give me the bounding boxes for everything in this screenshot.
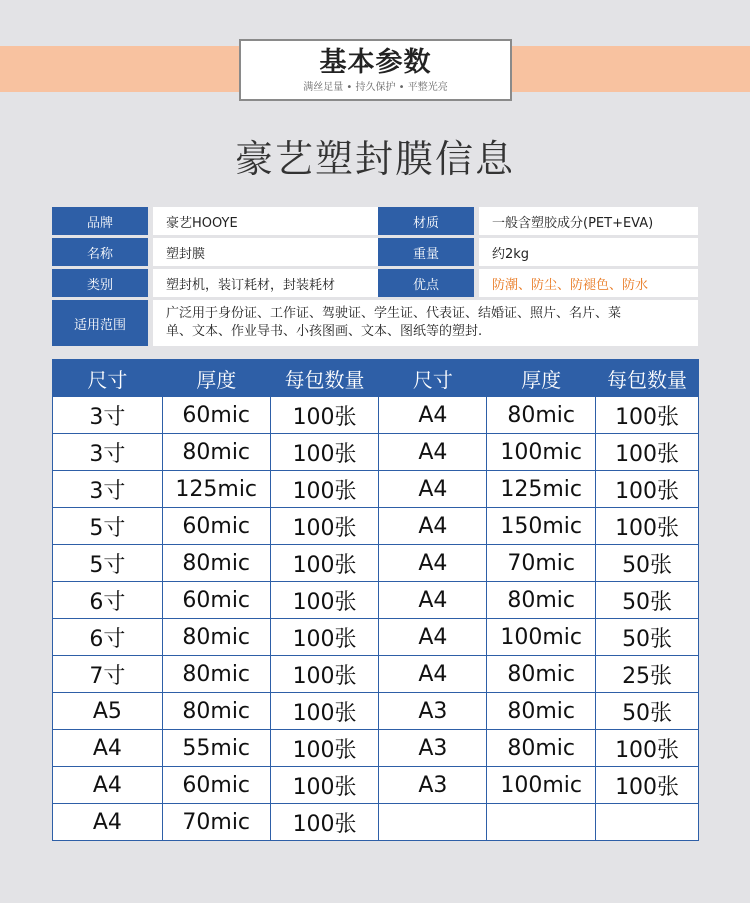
table-row (53, 619, 699, 656)
cell-size: A4 (379, 508, 487, 545)
cell-size: A5 (53, 693, 163, 730)
cell-thickness: 80mic (487, 397, 596, 434)
cell-size: A4 (379, 471, 487, 508)
cell-thickness: 100mic (487, 767, 596, 804)
cell-thickness: 55mic (162, 730, 270, 767)
cell-quantity: 100张 (270, 730, 379, 767)
cell-thickness: 80mic (162, 693, 270, 730)
header-quantity: 每包数量 (596, 360, 699, 397)
cell-size: A4 (379, 397, 487, 434)
cell-size: A3 (379, 730, 487, 767)
cell-thickness: 60mic (162, 582, 270, 619)
cell-thickness: 80mic (162, 545, 270, 582)
cell-size: A4 (53, 767, 163, 804)
cell-thickness: 80mic (487, 582, 596, 619)
spec-table (52, 359, 699, 841)
cell-quantity: 100张 (270, 804, 379, 841)
info-value: 约2kg (479, 238, 698, 266)
info-value: 一般含塑胶成分(PET+EVA) (479, 207, 698, 235)
cell-quantity: 100张 (596, 434, 699, 471)
cell-size: A4 (53, 804, 163, 841)
cell-size: 3寸 (53, 397, 163, 434)
cell-size: A4 (379, 656, 487, 693)
section-title-box (239, 39, 512, 101)
cell-quantity: 100张 (596, 471, 699, 508)
cell-quantity: 100张 (270, 508, 379, 545)
info-row (52, 207, 698, 235)
cell-quantity: 100张 (270, 656, 379, 693)
table-row (53, 397, 699, 434)
table-row (53, 582, 699, 619)
cell-quantity: 100张 (270, 619, 379, 656)
table-row (53, 804, 699, 841)
cell-quantity: 50张 (596, 545, 699, 582)
cell-quantity: 100张 (270, 767, 379, 804)
cell-quantity: 50张 (596, 693, 699, 730)
info-heading: 豪艺塑封膜信息 (234, 137, 515, 181)
cell-thickness: 80mic (487, 693, 596, 730)
cell-thickness: 150mic (487, 508, 596, 545)
table-row (53, 471, 699, 508)
usage-row (52, 300, 698, 346)
spec-table-body (53, 397, 699, 841)
spec-header-row (53, 360, 699, 397)
info-value: 塑封机，装订耗材，封装耗材 (153, 269, 423, 297)
cell-quantity: 100张 (270, 582, 379, 619)
info-label: 名称 (52, 238, 148, 266)
cell-thickness: 80mic (162, 619, 270, 656)
cell-thickness (487, 804, 596, 841)
cell-size: 6寸 (53, 582, 163, 619)
cell-thickness: 60mic (162, 767, 270, 804)
cell-size (379, 804, 487, 841)
usage-value-cell (153, 300, 698, 346)
cell-size: A4 (379, 619, 487, 656)
cell-size: 7寸 (53, 656, 163, 693)
cell-quantity: 100张 (270, 545, 379, 582)
table-row (53, 508, 699, 545)
table-row (53, 730, 699, 767)
cell-quantity: 100张 (596, 508, 699, 545)
cell-quantity: 100张 (270, 397, 379, 434)
cell-quantity: 100张 (596, 397, 699, 434)
header-thickness: 厚度 (162, 360, 270, 397)
info-row (52, 238, 698, 266)
section-title: 基本参数 (319, 47, 432, 78)
table-row (53, 767, 699, 804)
cell-size: A4 (379, 434, 487, 471)
cell-thickness: 60mic (162, 397, 270, 434)
cell-quantity: 100张 (596, 767, 699, 804)
table-row (53, 693, 699, 730)
table-row (53, 434, 699, 471)
cell-thickness: 80mic (487, 730, 596, 767)
cell-quantity: 100张 (270, 693, 379, 730)
header-size: 尺寸 (379, 360, 487, 397)
cell-size: 6寸 (53, 619, 163, 656)
table-row (53, 656, 699, 693)
cell-quantity: 25张 (596, 656, 699, 693)
cell-thickness: 80mic (162, 656, 270, 693)
cell-thickness: 125mic (487, 471, 596, 508)
cell-size: 3寸 (53, 434, 163, 471)
header-thickness: 厚度 (487, 360, 596, 397)
usage-label: 适用范围 (52, 300, 148, 346)
cell-quantity: 100张 (270, 434, 379, 471)
cell-size: A3 (379, 767, 487, 804)
cell-thickness: 80mic (487, 656, 596, 693)
cell-size: 3寸 (53, 471, 163, 508)
cell-thickness: 100mic (487, 619, 596, 656)
info-label: 品牌 (52, 207, 148, 235)
table-row (53, 545, 699, 582)
cell-quantity: 50张 (596, 619, 699, 656)
cell-thickness: 70mic (162, 804, 270, 841)
cell-size: A4 (379, 545, 487, 582)
cell-size: A3 (379, 693, 487, 730)
cell-quantity: 50张 (596, 582, 699, 619)
cell-quantity (596, 804, 699, 841)
info-label: 类别 (52, 269, 148, 297)
cell-thickness: 125mic (162, 471, 270, 508)
section-subtitle: 满丝足量 • 持久保护 • 平整光亮 (303, 82, 448, 93)
usage-value: 广泛用于身份证、工作证、驾驶证、学生证、代表证、结婚证、照片、名片、菜单、文本、作业导书、小孩图画、文本、图纸等的塑封. (166, 306, 622, 339)
info-label: 材质 (378, 207, 474, 235)
cell-size: 5寸 (53, 508, 163, 545)
cell-thickness: 100mic (487, 434, 596, 471)
advantages-value: 防潮、防尘、防褪色、防水 (479, 269, 698, 297)
info-value: 塑封膜 (153, 238, 423, 266)
info-label: 重量 (378, 238, 474, 266)
cell-size: 5寸 (53, 545, 163, 582)
info-row (52, 269, 698, 297)
cell-thickness: 80mic (162, 434, 270, 471)
header-size: 尺寸 (53, 360, 163, 397)
cell-quantity: 100张 (596, 730, 699, 767)
cell-thickness: 60mic (162, 508, 270, 545)
header-quantity: 每包数量 (270, 360, 379, 397)
info-label: 优点 (378, 269, 474, 297)
info-value: 豪艺HOOYE (153, 207, 423, 235)
cell-thickness: 70mic (487, 545, 596, 582)
cell-size: A4 (379, 582, 487, 619)
cell-size: A4 (53, 730, 163, 767)
cell-quantity: 100张 (270, 471, 379, 508)
